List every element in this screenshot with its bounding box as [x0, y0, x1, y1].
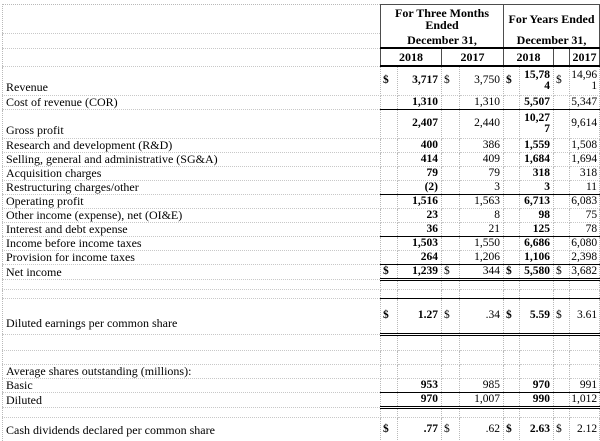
value-cell: 3.61 [570, 298, 600, 334]
dollar-cell [504, 180, 520, 194]
dollar-cell [554, 109, 570, 138]
row-label: Cash dividends declared per common share [3, 417, 381, 441]
dollar-cell [504, 392, 520, 407]
value-cell [460, 279, 504, 289]
value-cell [570, 350, 600, 364]
dollar-cell [554, 180, 570, 194]
row-label: Operating profit [3, 194, 381, 208]
value-cell: 2.12 [570, 417, 600, 441]
value-cell: 3,717 [398, 66, 442, 95]
dollar-cell: $ [504, 66, 520, 95]
table-row [3, 392, 600, 407]
value-cell [520, 364, 554, 378]
years-subtitle: December 31, [504, 33, 600, 48]
value-cell: 2,440 [460, 109, 504, 138]
table-header [3, 5, 600, 67]
dollar-cell [381, 194, 398, 208]
value-cell: 5.59 [520, 298, 554, 334]
header-years-row [3, 48, 600, 66]
value-cell [460, 407, 504, 417]
dollar-cell [504, 194, 520, 208]
dollar-cell [442, 138, 460, 152]
value-cell [520, 279, 554, 289]
dollar-cell [504, 208, 520, 222]
row-label: Revenue [3, 66, 381, 95]
value-cell: .62 [460, 417, 504, 441]
value-cell: 1,503 [398, 236, 442, 250]
value-cell: 1,508 [570, 138, 600, 152]
three-months-title: For Three Months Ended [381, 5, 504, 34]
dollar-cell [442, 378, 460, 392]
table-row [3, 180, 600, 194]
dollar-cell [442, 250, 460, 264]
value-cell: 2.63 [520, 417, 554, 441]
row-label: Selling, general and administrative (SG&A) [3, 152, 381, 166]
row-label: Provision for income taxes [3, 250, 381, 264]
value-cell [398, 350, 442, 364]
dollar-cell [504, 95, 520, 109]
value-cell: 1,310 [460, 95, 504, 109]
dollar-cell [381, 138, 398, 152]
spacer-row [3, 279, 600, 289]
value-cell: 3 [520, 180, 554, 194]
dollar-cell [381, 279, 398, 289]
dollar-cell [442, 109, 460, 138]
value-cell: 990 [520, 392, 554, 407]
dollar-cell [554, 138, 570, 152]
row-label: Other income (expense), net (OI&E) [3, 208, 381, 222]
dollar-cell: $ [554, 298, 570, 334]
value-cell [570, 334, 600, 350]
dollar-cell [554, 152, 570, 166]
dollar-cell [504, 152, 520, 166]
dollar-cell [381, 364, 398, 378]
table-row [3, 298, 600, 334]
dollar-cell [554, 392, 570, 407]
dollar-cell [442, 166, 460, 180]
col-header-gap [554, 48, 570, 66]
dollar-cell [381, 289, 398, 298]
value-cell: 75 [570, 208, 600, 222]
dollar-cell [504, 279, 520, 289]
row-label [3, 289, 381, 298]
value-cell: 970 [520, 378, 554, 392]
dollar-cell: $ [504, 298, 520, 334]
table-row [3, 264, 600, 279]
value-cell [398, 289, 442, 298]
dollar-cell [554, 364, 570, 378]
dollar-cell [554, 250, 570, 264]
spacer-row [3, 407, 600, 417]
table-row [3, 417, 600, 441]
dollar-cell: $ [554, 66, 570, 95]
value-cell: 11 [570, 180, 600, 194]
value-cell: 953 [398, 378, 442, 392]
dollar-cell [554, 407, 570, 417]
dollar-cell [381, 378, 398, 392]
value-cell: 5,347 [570, 95, 600, 109]
value-cell: 318 [570, 166, 600, 180]
row-label: Average shares outstanding (millions): [3, 364, 381, 378]
dollar-cell [442, 350, 460, 364]
spacer-row [3, 350, 600, 364]
dollar-cell [381, 180, 398, 194]
dollar-cell [554, 350, 570, 364]
header-corner [3, 33, 381, 48]
dollar-cell [442, 334, 460, 350]
value-cell: 344 [460, 264, 504, 279]
dollar-cell [381, 350, 398, 364]
value-cell [520, 334, 554, 350]
value-cell: 3 [460, 180, 504, 194]
row-label: Net income [3, 264, 381, 279]
value-cell: 9,614 [570, 109, 600, 138]
row-label [3, 279, 381, 289]
value-cell: 400 [398, 138, 442, 152]
dollar-cell: $ [504, 417, 520, 441]
value-cell [398, 279, 442, 289]
dollar-cell [554, 194, 570, 208]
row-label: Acquisition charges [3, 166, 381, 180]
table-row [3, 109, 600, 138]
dollar-cell: $ [442, 66, 460, 95]
dollar-cell: $ [504, 264, 520, 279]
dollar-cell [381, 222, 398, 236]
value-cell: 1,007 [460, 392, 504, 407]
value-cell: .34 [460, 298, 504, 334]
dollar-cell [554, 95, 570, 109]
dollar-cell [504, 222, 520, 236]
value-cell: 10,277 [520, 109, 554, 138]
row-label [3, 334, 381, 350]
value-cell: 318 [520, 166, 554, 180]
dollar-cell: $ [554, 417, 570, 441]
value-cell: 98 [520, 208, 554, 222]
dollar-cell: $ [381, 66, 398, 95]
table-row [3, 364, 600, 378]
value-cell [570, 364, 600, 378]
row-label [3, 350, 381, 364]
dollar-cell [381, 95, 398, 109]
value-cell: 985 [460, 378, 504, 392]
row-label: Income before income taxes [3, 236, 381, 250]
dollar-cell [442, 289, 460, 298]
value-cell [398, 407, 442, 417]
income-statement-table [2, 4, 600, 441]
dollar-cell [554, 208, 570, 222]
value-cell: 125 [520, 222, 554, 236]
table-row [3, 378, 600, 392]
value-cell [570, 279, 600, 289]
value-cell: 1,684 [520, 152, 554, 166]
value-cell: 414 [398, 152, 442, 166]
row-label [3, 407, 381, 417]
table-row [3, 66, 600, 95]
value-cell: 409 [460, 152, 504, 166]
dollar-cell [442, 392, 460, 407]
value-cell: 6,686 [520, 236, 554, 250]
dollar-cell [554, 378, 570, 392]
value-cell: 21 [460, 222, 504, 236]
value-cell: 5,580 [520, 264, 554, 279]
header-corner [3, 5, 381, 34]
table-row [3, 194, 600, 208]
dollar-cell: $ [554, 264, 570, 279]
row-label: Basic [3, 378, 381, 392]
value-cell [520, 350, 554, 364]
table-row [3, 222, 600, 236]
value-cell: 79 [460, 166, 504, 180]
value-cell: 14,961 [570, 66, 600, 95]
dollar-cell [554, 289, 570, 298]
header-corner [3, 48, 381, 66]
dollar-cell: $ [442, 298, 460, 334]
value-cell: 1.27 [398, 298, 442, 334]
spacer-row [3, 289, 600, 298]
dollar-cell: $ [381, 264, 398, 279]
dollar-cell [504, 407, 520, 417]
dollar-cell [554, 222, 570, 236]
value-cell: 1,694 [570, 152, 600, 166]
value-cell: 78 [570, 222, 600, 236]
dollar-cell [442, 279, 460, 289]
value-cell: 2,398 [570, 250, 600, 264]
value-cell: 1,012 [570, 392, 600, 407]
value-cell: .77 [398, 417, 442, 441]
value-cell [398, 334, 442, 350]
value-cell: 1,106 [520, 250, 554, 264]
col-header-q-2017: 2017 [442, 48, 504, 66]
dollar-cell [504, 350, 520, 364]
col-header-q-2018: 2018 [381, 48, 442, 66]
dollar-cell: $ [381, 417, 398, 441]
dollar-cell [442, 407, 460, 417]
value-cell [460, 364, 504, 378]
dollar-cell [504, 364, 520, 378]
dollar-cell [442, 180, 460, 194]
dollar-cell: $ [442, 417, 460, 441]
value-cell: (2) [398, 180, 442, 194]
value-cell: 1,239 [398, 264, 442, 279]
value-cell: 1,550 [460, 236, 504, 250]
spacer-row [3, 334, 600, 350]
row-label: Restructuring charges/other [3, 180, 381, 194]
dollar-cell [442, 152, 460, 166]
value-cell: 6,713 [520, 194, 554, 208]
dollar-cell [504, 166, 520, 180]
value-cell: 5,507 [520, 95, 554, 109]
dollar-cell [381, 152, 398, 166]
dollar-cell [504, 378, 520, 392]
value-cell: 3,750 [460, 66, 504, 95]
dollar-cell [381, 109, 398, 138]
three-months-subtitle: December 31, [381, 33, 504, 48]
value-cell: 3,682 [570, 264, 600, 279]
dollar-cell [504, 289, 520, 298]
table-row [3, 236, 600, 250]
dollar-cell [381, 250, 398, 264]
col-header-y-2017: 2017 [570, 48, 600, 66]
value-cell: 386 [460, 138, 504, 152]
row-label: Diluted earnings per common share [3, 298, 381, 334]
table-row [3, 138, 600, 152]
dollar-cell [504, 138, 520, 152]
value-cell: 6,080 [570, 236, 600, 250]
table-row [3, 208, 600, 222]
dollar-cell [381, 407, 398, 417]
value-cell [460, 334, 504, 350]
value-cell: 991 [570, 378, 600, 392]
value-cell [520, 289, 554, 298]
dollar-cell [442, 208, 460, 222]
value-cell: 2,407 [398, 109, 442, 138]
value-cell: 23 [398, 208, 442, 222]
value-cell: 1,563 [460, 194, 504, 208]
value-cell: 970 [398, 392, 442, 407]
value-cell [398, 364, 442, 378]
dollar-cell: $ [442, 264, 460, 279]
dollar-cell [554, 166, 570, 180]
header-subtitle-row [3, 33, 600, 48]
col-header-y-2018: 2018 [504, 48, 554, 66]
dollar-cell [554, 279, 570, 289]
value-cell: 1,310 [398, 95, 442, 109]
value-cell: 1,559 [520, 138, 554, 152]
dollar-cell: $ [381, 298, 398, 334]
value-cell: 8 [460, 208, 504, 222]
table-body [3, 66, 600, 441]
table-row [3, 166, 600, 180]
dollar-cell [504, 250, 520, 264]
dollar-cell [442, 194, 460, 208]
dollar-cell [442, 222, 460, 236]
dollar-cell [381, 208, 398, 222]
value-cell: 79 [398, 166, 442, 180]
value-cell [460, 350, 504, 364]
row-label: Gross profit [3, 109, 381, 138]
years-title: For Years Ended [504, 5, 600, 34]
value-cell: 1,516 [398, 194, 442, 208]
dollar-cell [442, 236, 460, 250]
value-cell [460, 289, 504, 298]
table-row [3, 152, 600, 166]
row-label: Diluted [3, 392, 381, 407]
dollar-cell [504, 334, 520, 350]
dollar-cell [554, 236, 570, 250]
value-cell: 15,784 [520, 66, 554, 95]
dollar-cell [442, 95, 460, 109]
dollar-cell [504, 236, 520, 250]
dollar-cell [504, 109, 520, 138]
value-cell [570, 289, 600, 298]
value-cell [520, 407, 554, 417]
row-label: Interest and debt expense [3, 222, 381, 236]
header-title-row [3, 5, 600, 34]
table-row [3, 95, 600, 109]
dollar-cell [554, 334, 570, 350]
dollar-cell [381, 392, 398, 407]
row-label: Cost of revenue (COR) [3, 95, 381, 109]
dollar-cell [381, 236, 398, 250]
value-cell: 36 [398, 222, 442, 236]
dollar-cell [442, 364, 460, 378]
dollar-cell [381, 334, 398, 350]
value-cell: 264 [398, 250, 442, 264]
value-cell [570, 407, 600, 417]
value-cell: 1,206 [460, 250, 504, 264]
value-cell: 6,083 [570, 194, 600, 208]
row-label: Research and development (R&D) [3, 138, 381, 152]
dollar-cell [381, 166, 398, 180]
table-row [3, 250, 600, 264]
